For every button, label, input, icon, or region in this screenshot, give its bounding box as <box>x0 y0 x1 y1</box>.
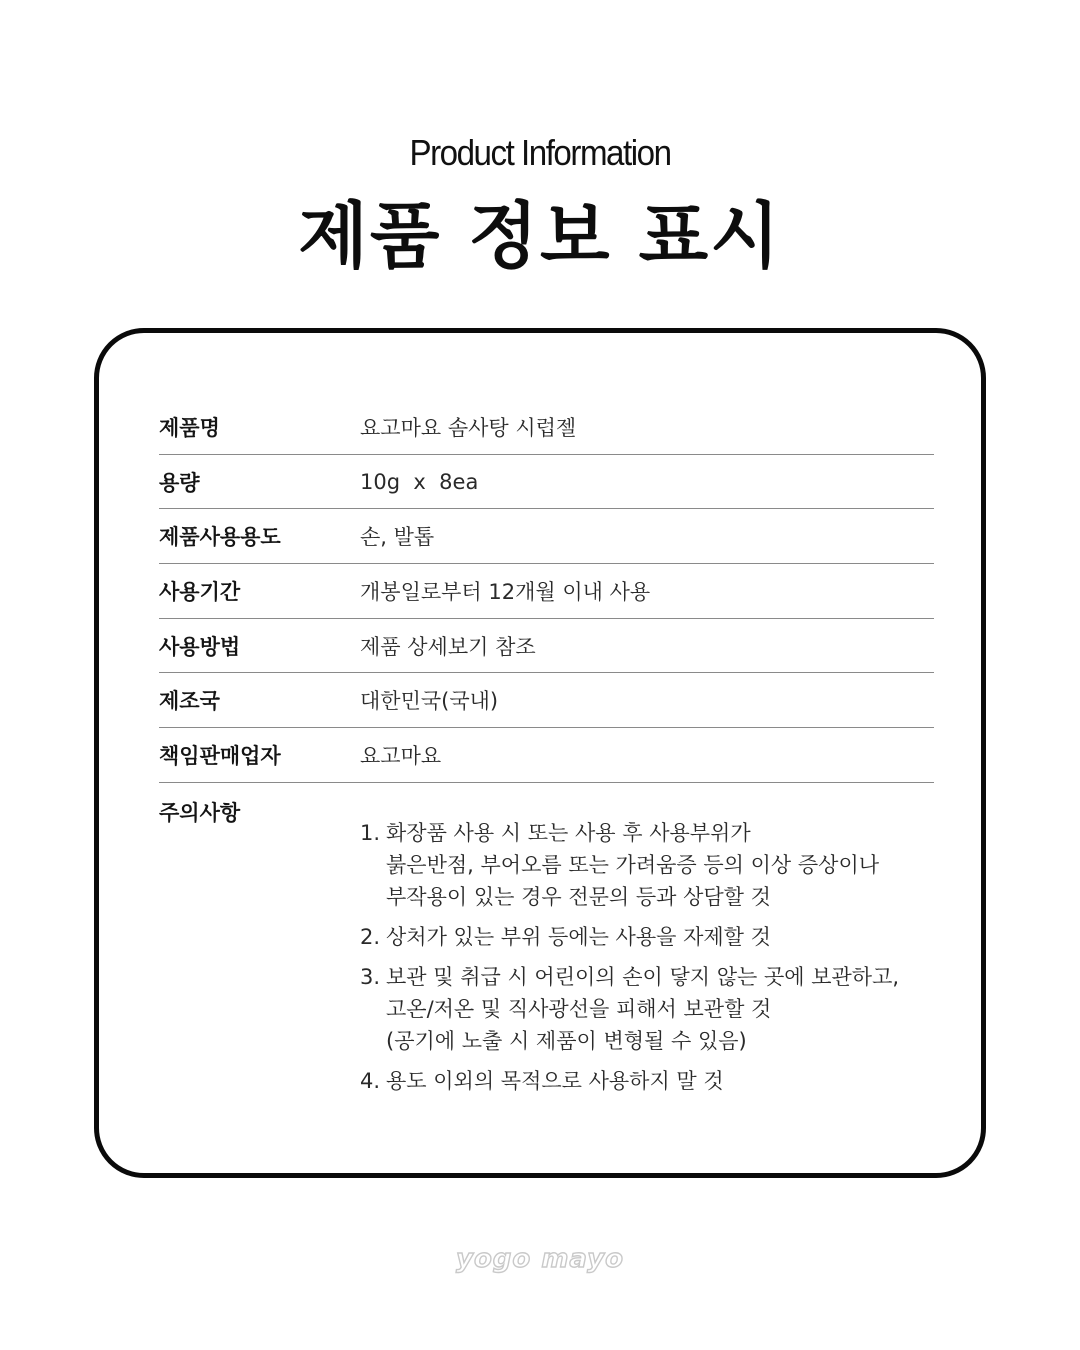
row-label: 사용방법 <box>159 634 241 659</box>
row-label: 사용기간 <box>159 579 241 604</box>
caution-label: 주의사항 <box>159 800 241 825</box>
row-label: 제품명 <box>159 415 220 440</box>
table-row <box>159 619 934 674</box>
caution-item <box>360 817 934 913</box>
table-row <box>159 509 934 564</box>
caution-row <box>159 783 934 1105</box>
table-row <box>159 400 934 455</box>
caution-item <box>360 1065 934 1097</box>
row-value: 대한민국(국내) <box>360 689 499 714</box>
row-value: 요고마요 솜사탕 시럽젤 <box>360 415 577 440</box>
page-title: 제품 정보 표시 <box>298 194 782 278</box>
caution-text: 보관 및 취급 시 어린이의 손이 닿지 않는 곳에 보관하고, <box>386 964 900 989</box>
caution-text: 화장품 사용 시 또는 사용 후 사용부위가 <box>386 820 751 845</box>
row-value: 요고마요 <box>360 743 442 768</box>
row-value: 10g x 8ea <box>360 469 479 494</box>
caution-text: 용도 이외의 목적으로 사용하지 말 것 <box>386 1068 724 1093</box>
caution-text: 고온/저온 및 직사광선을 피해서 보관할 것 <box>386 996 772 1021</box>
row-value: 개봉일로부터 12개월 이내 사용 <box>360 579 651 604</box>
caution-text: 상처가 있는 부위 등에는 사용을 자제할 것 <box>386 924 771 949</box>
row-value: 손, 발톱 <box>360 525 435 550</box>
caution-item <box>360 961 934 1057</box>
table-row <box>159 673 934 728</box>
caution-list <box>360 797 934 1105</box>
row-label: 제조국 <box>159 689 220 714</box>
caution-item <box>360 921 934 953</box>
table-row <box>159 564 934 619</box>
caution-text: (공기에 노출 시 제품이 변형될 수 있음) <box>386 1028 747 1053</box>
caution-number: 2. <box>360 924 381 949</box>
row-value: 제품 상세보기 참조 <box>360 634 536 659</box>
page-subtitle: Product Information <box>409 132 671 173</box>
caution-number: 3. <box>360 964 381 989</box>
caution-text: 붉은반점, 부어오름 또는 가려움증 등의 이상 증상이나 <box>386 852 880 877</box>
info-table <box>159 400 934 1105</box>
row-label: 책임판매업자 <box>159 743 281 768</box>
row-label: 용량 <box>159 470 200 495</box>
table-row <box>159 455 934 510</box>
product-info-card <box>94 328 986 1178</box>
brand-logo: yogo mayo <box>456 1244 624 1274</box>
caution-number: 1. <box>360 820 381 845</box>
table-row <box>159 728 934 783</box>
caution-number: 4. <box>360 1068 381 1093</box>
row-label: 제품사용용도 <box>159 525 281 550</box>
caution-text: 부작용이 있는 경우 전문의 등과 상담할 것 <box>386 884 771 909</box>
